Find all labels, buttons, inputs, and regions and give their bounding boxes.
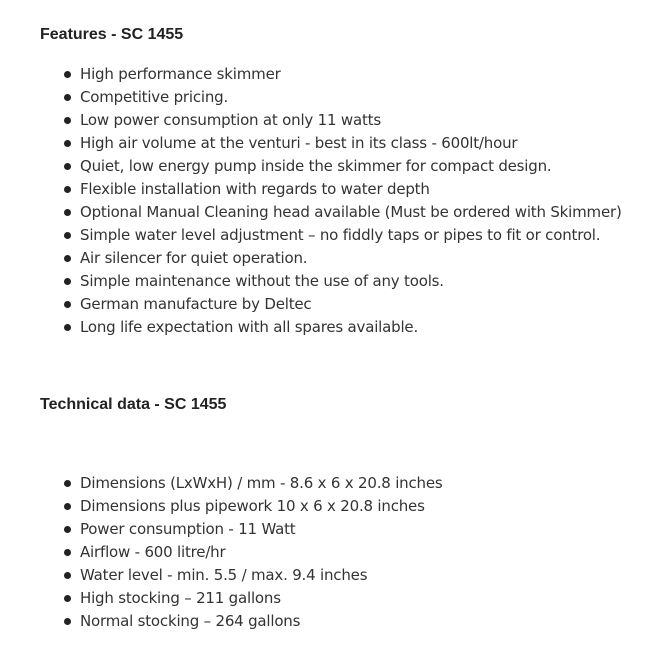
bullet-icon <box>64 480 71 487</box>
list-item <box>0 610 442 633</box>
list-item-text: Quiet, low energy pump inside the skimmer for compact design. <box>80 157 552 175</box>
technical-data-heading: Technical data - SC 1455 <box>40 396 227 413</box>
list-item <box>0 316 622 339</box>
bullet-icon <box>64 595 71 602</box>
list-item-text: Dimensions plus pipework 10 x 6 x 20.8 inches <box>80 497 425 515</box>
list-item <box>0 587 442 610</box>
bullet-icon <box>64 94 71 101</box>
list-item-text: Flexible installation with regards to water depth <box>80 180 430 198</box>
list-item-text: High air volume at the venturi - best in its class - 600lt/hour <box>80 134 518 152</box>
bullet-icon <box>64 572 71 579</box>
technical-data-list <box>0 472 442 633</box>
bullet-icon <box>64 232 71 239</box>
bullet-icon <box>64 209 71 216</box>
list-item-text: High stocking – 211 gallons <box>80 589 281 607</box>
list-item <box>0 541 442 564</box>
bullet-icon <box>64 278 71 285</box>
list-item <box>0 86 622 109</box>
list-item-text: Long life expectation with all spares available. <box>80 318 419 336</box>
bullet-icon <box>64 255 71 262</box>
bullet-icon <box>64 163 71 170</box>
bullet-icon <box>64 526 71 533</box>
list-item-text: Power consumption - 11 Watt <box>80 520 296 538</box>
list-item <box>0 518 442 541</box>
bullet-icon <box>64 324 71 331</box>
list-item <box>0 201 622 224</box>
list-item-text: High performance skimmer <box>80 65 281 83</box>
features-heading: Features - SC 1455 <box>40 26 184 43</box>
list-item-text: Dimensions (LxWxH) / mm - 8.6 x 6 x 20.8 inches <box>80 474 443 492</box>
list-item <box>0 495 442 518</box>
bullet-icon <box>64 301 71 308</box>
bullet-icon <box>64 503 71 510</box>
list-item <box>0 109 622 132</box>
list-item <box>0 247 622 270</box>
bullet-icon <box>64 140 71 147</box>
list-item <box>0 270 622 293</box>
features-list <box>0 63 622 339</box>
bullet-icon <box>64 71 71 78</box>
list-item <box>0 132 622 155</box>
list-item <box>0 178 622 201</box>
bullet-icon <box>64 618 71 625</box>
list-item-text: German manufacture by Deltec <box>80 295 312 313</box>
list-item-text: Optional Manual Cleaning head available (Must be ordered with Skimmer) <box>80 203 622 221</box>
list-item-text: Low power consumption at only 11 watts <box>80 111 381 129</box>
list-item <box>0 564 442 587</box>
list-item <box>0 224 622 247</box>
bullet-icon <box>64 117 71 124</box>
list-item-text: Air silencer for quiet operation. <box>80 249 308 267</box>
list-item-text: Simple water level adjustment – no fiddly taps or pipes to fit or control. <box>80 226 601 244</box>
list-item-text: Normal stocking – 264 gallons <box>80 612 301 630</box>
list-item <box>0 63 622 86</box>
list-item <box>0 155 622 178</box>
list-item-text: Competitive pricing. <box>80 88 229 106</box>
bullet-icon <box>64 549 71 556</box>
list-item-text: Water level - min. 5.5 / max. 9.4 inches <box>80 566 368 584</box>
list-item <box>0 472 442 495</box>
list-item-text: Simple maintenance without the use of any tools. <box>80 272 444 290</box>
list-item-text: Airflow - 600 litre/hr <box>80 543 226 561</box>
list-item <box>0 293 622 316</box>
bullet-icon <box>64 186 71 193</box>
